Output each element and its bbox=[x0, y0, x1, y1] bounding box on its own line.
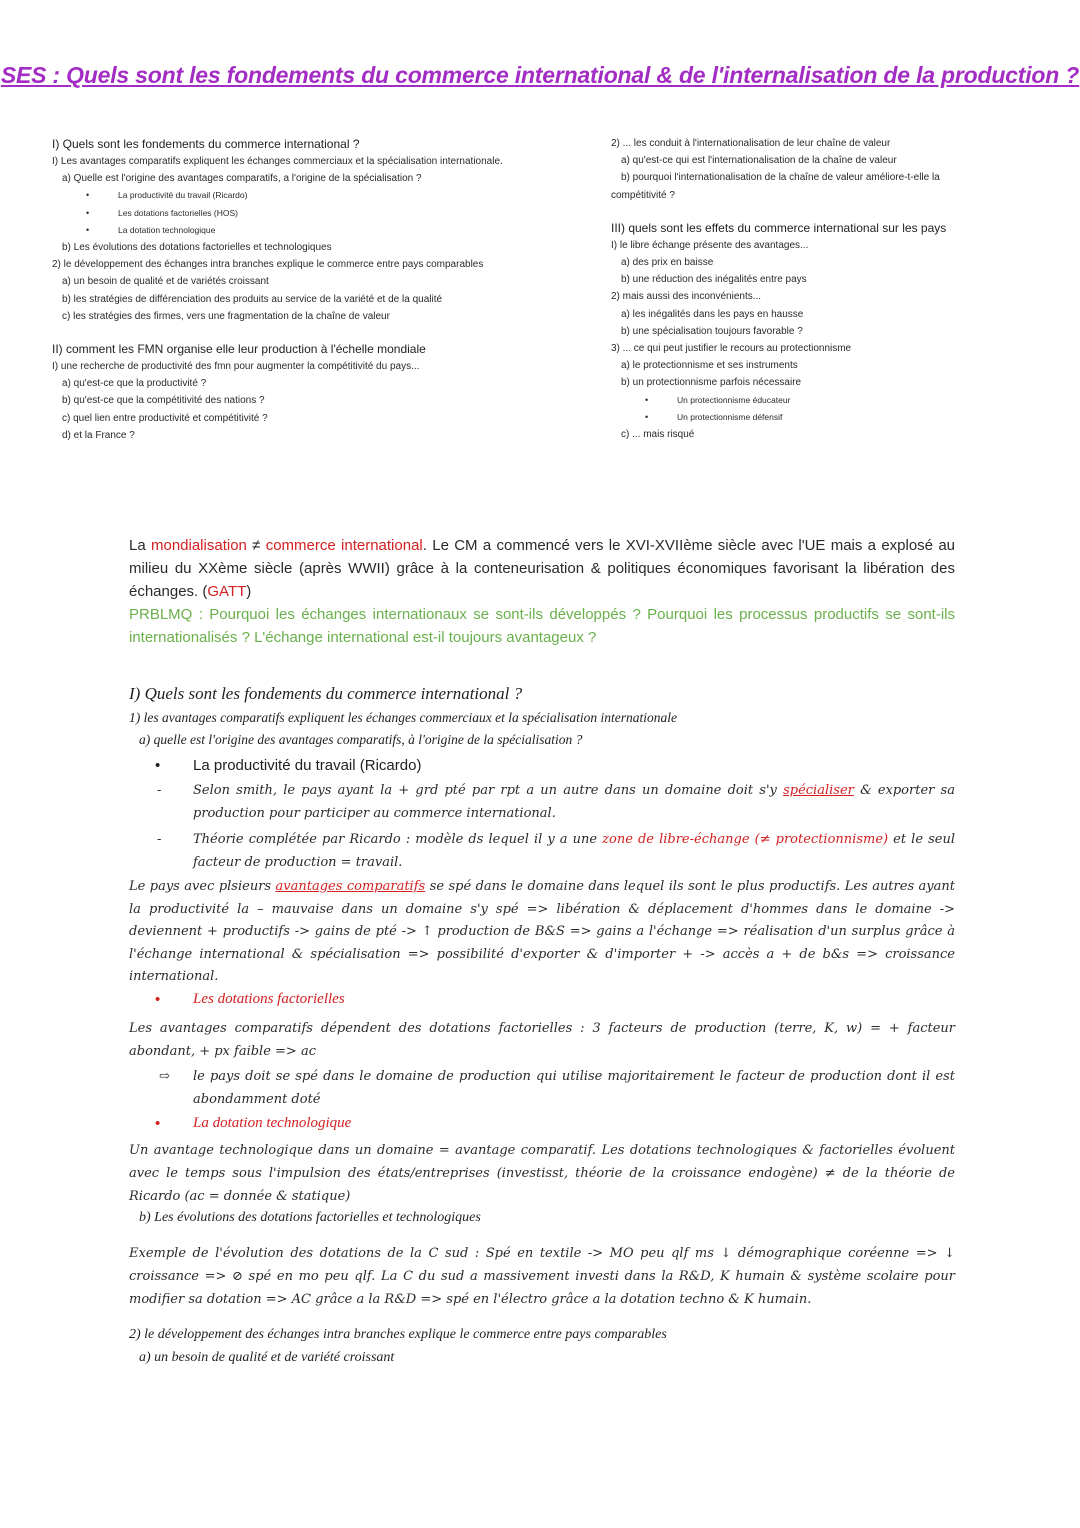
outline-item: c) les stratégies des firmes, vers une fragmentation de la chaîne de valeur bbox=[62, 310, 390, 322]
outline-item: a) les inégalités dans les pays en hausse bbox=[621, 308, 804, 320]
notes-heading-5: 2) le développement des échanges intra branches explique le commerce entre pays comparables bbox=[129, 1327, 667, 1342]
mondialisation-term: mondialisation bbox=[150, 537, 247, 554]
outline-item: b) une spécialisation toujours favorable ? bbox=[621, 325, 803, 337]
paragraph-techno: Un avantage technologique dans un domaine = avantage comparatif. Les dotations technologiques & factorielles évoluent avec le temps sous l'impulsion des états/entreprises (investisst, théorie de la croissance endogène) ≠ de la théorie de Ricardo (ac = donnée & statique) bbox=[129, 1143, 955, 1204]
outline-bullet: • La dotation technologique bbox=[52, 222, 572, 239]
outline-item: 2) ... les conduit à l'internationalisation de leur chaîne de valeur bbox=[611, 138, 891, 149]
outline-item bbox=[611, 204, 991, 219]
notes-heading-3: a) quelle est l'origine des avantages comparatifs, à l'origine de la spécialisation ? bbox=[139, 732, 583, 747]
commerce-international-term: commerce international bbox=[265, 537, 423, 554]
outline-item: a) qu'est-ce que la productivité ? bbox=[62, 378, 207, 390]
outline-item: 2) mais aussi des inconvénients... bbox=[611, 291, 762, 303]
outline-item: 3) ... ce qui peut justifier le recours au protectionnisme bbox=[611, 343, 852, 355]
arrow-paragraph: ⇨ le pays doit se spé dans le domaine de production qui utilise majoritairement le facteur de production dont il est abondamment doté bbox=[193, 1065, 955, 1111]
outline-bullet: • Un protectionnisme éducateur bbox=[611, 392, 991, 409]
dash-ricardo: - Théorie complétée par Ricardo : modèle ds lequel il y a une zone de libre-échange (≠ protectionnisme) et le seul facteur de production = travail. bbox=[157, 832, 956, 870]
outline-item: a) Quelle est l'origine des avantages comparatifs, a l'origine de la spécialisation ? bbox=[62, 173, 422, 185]
outline-item: I) Les avantages comparatifs expliquent les échanges commerciaux et la spécialisation internationale. bbox=[52, 156, 503, 167]
outline-item: b) les stratégies de différenciation des produits au service de la variété et de la qualité bbox=[62, 293, 443, 305]
outline-item: I) le libre échange présente des avantages... bbox=[611, 239, 809, 251]
outline-item: b) qu'est-ce que la compétitivité des nations ? bbox=[62, 395, 265, 407]
notes-heading-2: 1) les avantages comparatifs expliquent les échanges commerciaux et la spécialisation internationale bbox=[129, 710, 678, 725]
outline-item: a) des prix en baisse bbox=[621, 257, 714, 269]
outline-heading: II) comment les FMN organise elle leur production à l'échelle mondiale bbox=[52, 342, 426, 357]
outline-heading: I) Quels sont les fondements du commerce international ? bbox=[52, 137, 360, 151]
outline-left bbox=[52, 135, 572, 444]
gatt-term: GATT bbox=[207, 583, 247, 600]
outline-item bbox=[52, 325, 572, 340]
outline-bullet: • Un protectionnisme défensif bbox=[611, 409, 991, 426]
outline-item: compétitivité ? bbox=[611, 189, 675, 201]
arrow-icon: ⇨ bbox=[159, 1069, 170, 1084]
problematique: PRBLMQ : Pourquoi les échanges internationaux se sont-ils développés ? Pourquoi les processus productifs se sont-ils internationalisés ? L'échange international est-il toujours avantageux ? bbox=[129, 606, 955, 646]
outline-item: a) qu'est-ce qui est l'internationalisation de la chaîne de valeur bbox=[621, 155, 897, 167]
outline-heading: III) quels sont les effets du commerce international sur les pays bbox=[611, 220, 947, 235]
outline-item: I) une recherche de productivité des fmn pour augmenter la compétitivité du pays... bbox=[52, 361, 420, 373]
outline-bullet: • Les dotations factorielles (HOS) bbox=[52, 205, 572, 222]
outline-item: b) Les évolutions des dotations factorielles et technologiques bbox=[62, 242, 332, 254]
paragraph-avantages: Le pays avec plsieurs avantages comparatifs se spé dans le domaine dans lequel ils sont le plus productifs. Les autres ayant la productivité la – mauvaise dans un domaine s'y spé => libération & déplacement d'hommes dans le domaine -> deviennent + productifs -> gains de pté -> ↑ production de B&S => gains a l'échange => réalisation d'un surplus grâce à l'échange international & spécialisation => possibilité d'exporter & d'importer + -> accès a + de b&s => croissance international. bbox=[129, 879, 956, 984]
outline-right bbox=[611, 135, 991, 443]
outline-item: d) et la France ? bbox=[62, 429, 135, 441]
outline-item: b) pourquoi l'internationalisation de la chaîne de valeur améliore-t-elle la bbox=[621, 172, 940, 184]
outline-item: b) une réduction des inégalités entre pays bbox=[621, 274, 807, 286]
outline-bullet: • La productivité du travail (Ricardo) bbox=[52, 187, 572, 204]
intro-block bbox=[129, 534, 955, 649]
outline-item: c) ... mais risqué bbox=[621, 429, 695, 441]
outline-item: b) un protectionnisme parfois nécessaire bbox=[621, 377, 802, 389]
outline-item: a) le protectionnisme et ses instruments bbox=[621, 360, 798, 372]
notes-heading-6: a) un besoin de qualité et de variété croissant bbox=[139, 1350, 395, 1365]
outline-item: a) un besoin de qualité et de variétés croissant bbox=[62, 276, 269, 288]
intro-paragraph: La mondialisation ≠ commerce international. Le CM a commencé vers le XVI-XVIIème siècle avec l'UE mais a explosé au milieu du XXème siècle (après WWII) grâce à la conteneurisation & politiques économiques favorisant la libération des échanges. (GATT) bbox=[129, 537, 956, 600]
paragraph-dotations: Les avantages comparatifs dépendent des dotations factorielles : 3 facteurs de production (terre, K, w) = + facteur abondant, + px faible => ac bbox=[129, 1021, 955, 1059]
notes-heading-4: b) Les évolutions des dotations factorielles et technologiques bbox=[139, 1210, 481, 1225]
dash-smith: - Selon smith, le pays ayant la + grd pté par rpt a un autre dans un domaine doit s'y spécialiser & exporter sa production pour participer au commerce international. bbox=[157, 783, 955, 821]
paragraph-coree: Exemple de l'évolution des dotations de la C sud : Spé en textile -> MO peu qlf ms ↓ démographique coréenne => ↓ croissance => ⊘ spé en mo peu qlf. La C du sud a massivement investi dans la R&D, K humain & système scolaire pour modifier sa dotation => AC grâce a la R&D => spé en l'électro grâce a la dotation techno & K humain. bbox=[129, 1246, 955, 1307]
outline-item: c) quel lien entre productivité et compétitivité ? bbox=[62, 412, 268, 424]
notes-heading-1: I) Quels sont les fondements du commerce international ? bbox=[129, 684, 523, 703]
page-title: SES : Quels sont les fondements du commerce international & de l'internalisation de la production ? bbox=[0, 62, 1080, 88]
outline-item: 2) le développement des échanges intra branches explique le commerce entre pays comparables bbox=[52, 259, 484, 271]
